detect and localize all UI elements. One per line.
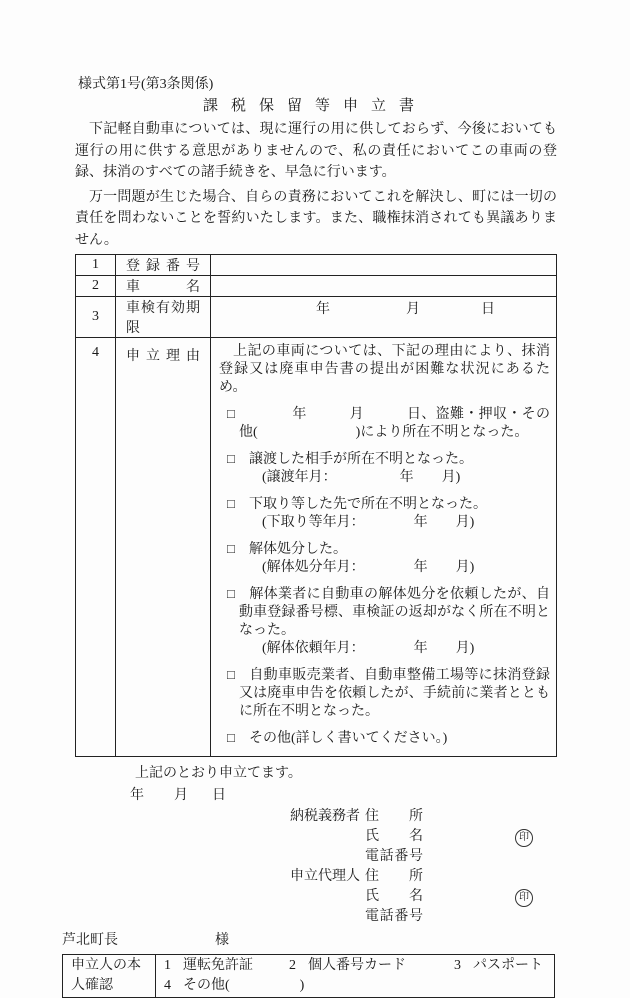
row-label: [116, 297, 211, 338]
identity-option-license: [164, 956, 289, 976]
checkbox-icon[interactable]: □: [227, 541, 235, 556]
reason-item-dealer-request: [219, 666, 550, 721]
inspection-expiry-field[interactable]: [211, 297, 557, 338]
identity-verification-table: [62, 954, 555, 998]
page-title: 課税保留等申立書: [202, 98, 427, 114]
identity-option-mynumber: [289, 956, 454, 976]
reason-item-text: 下取り等した先で所在不明となった。: [249, 497, 487, 512]
option-number: 1: [164, 958, 171, 973]
form-number: 様式第1号(第3条関係): [78, 77, 214, 92]
checkbox-icon[interactable]: □: [227, 667, 235, 682]
reason-item-text: 譲渡した相手が所在不明となった。: [249, 452, 473, 467]
day-label: 日: [481, 302, 495, 317]
identity-table-header: 申立人の本人確認: [63, 955, 156, 998]
day-label: 日: [212, 788, 226, 803]
identity-option-passport: [454, 956, 543, 976]
reason-item-subline: (解体依頼年月： 年 月): [262, 641, 475, 656]
checkbox-icon[interactable]: □: [227, 496, 235, 511]
option-label: その他( ): [183, 978, 305, 993]
table-row-reason: [76, 338, 557, 757]
date-line: [130, 786, 630, 806]
row-number: 1: [76, 255, 116, 276]
reason-item-trade-in: [219, 495, 550, 532]
row-label-text: 車名: [126, 280, 200, 295]
reason-item-text: 年 月 日、盗難・押収・その他( )により所在不明となった。: [239, 407, 550, 440]
reason-item-stolen: [219, 405, 550, 442]
signer-role: 納税義務者: [290, 809, 360, 824]
month-label: 月: [406, 302, 420, 317]
row-label-text: 登録番号: [126, 259, 200, 274]
signature-row-address: [290, 867, 630, 887]
row-label: [116, 255, 211, 276]
reason-intro: 上記の車両については、下記の理由により、抹消登録又は廃車申告書の提出が困難な状況にあるため。: [219, 344, 550, 395]
reason-item-subline: (下取り等年月： 年 月): [262, 515, 475, 530]
identity-options-line2: [164, 976, 546, 996]
reason-item-text: その他(詳しく書いてください。): [249, 731, 448, 746]
registration-number-field[interactable]: [211, 255, 557, 276]
option-number: 3: [454, 958, 461, 973]
row-label-text: 車検有効期限: [126, 301, 200, 336]
checkbox-icon[interactable]: □: [227, 586, 235, 601]
checkbox-icon[interactable]: □: [227, 451, 235, 466]
vehicle-name-field[interactable]: [211, 276, 557, 297]
seal-icon: 印: [515, 889, 533, 907]
row-label: [116, 276, 211, 297]
reason-item-subline: (譲渡年月： 年 月): [262, 470, 461, 485]
field-label-phone: 電話番号: [365, 909, 423, 924]
option-label: 運転免許証: [183, 958, 253, 973]
reason-cell: [211, 338, 557, 757]
field-label-phone: 電話番号: [365, 849, 423, 864]
year-label: 年: [130, 788, 144, 803]
identity-options-cell: [156, 955, 555, 998]
reason-item-dismantler-request: [219, 585, 550, 658]
agent-signature: [290, 867, 630, 927]
addressee-honorific: 様: [215, 933, 229, 948]
signer-role: 申立代理人: [290, 869, 360, 884]
reason-item-other: [219, 729, 550, 748]
signature-row-phone: [290, 847, 630, 867]
table-row-inspection-expiry: [76, 297, 557, 338]
identity-options-line1: [164, 956, 546, 976]
checkbox-icon[interactable]: □: [227, 730, 235, 745]
signature-row-address: [290, 807, 630, 827]
year-label: 年: [316, 302, 330, 317]
reason-item-text: 解体業者に自動車の解体処分を依頼したが、自動車登録番号標、車検証の返却がなく所在不明となった。: [239, 587, 550, 638]
signature-block: [290, 807, 630, 927]
field-label-address: 住所: [365, 869, 423, 884]
reason-item-subline: (解体処分年月： 年 月): [262, 560, 475, 575]
option-label: パスポート: [473, 958, 543, 973]
reason-item-text: 自動車販売業者、自動車整備工場等に抹消登録又は廃車申告を依頼したが、手続前に業者とともに所在不明となった。: [239, 668, 550, 719]
row-label: [116, 338, 211, 757]
addressee-line: [62, 931, 630, 951]
addressee-name: 芦北町長: [62, 933, 118, 948]
seal-icon: 印: [515, 829, 533, 847]
reason-item-text: 解体処分した。: [249, 542, 347, 557]
reason-item-transferred: [219, 450, 550, 487]
row-number: 3: [76, 297, 116, 338]
declaration-text: 上記のとおり申立てます。: [135, 766, 302, 781]
table-row-vehicle-name: [76, 276, 557, 297]
identity-option-other: [164, 976, 304, 996]
option-number: 4: [164, 978, 171, 993]
field-label-name: 氏名: [365, 889, 423, 904]
taxpayer-signature: [290, 807, 630, 867]
row-number: 2: [76, 276, 116, 297]
month-label: 月: [174, 788, 188, 803]
option-label: 個人番号カード: [308, 958, 406, 973]
signature-row-name: [290, 887, 630, 907]
checkbox-icon[interactable]: □: [227, 406, 235, 421]
field-label-address: 住所: [365, 809, 423, 824]
row-number: 4: [76, 338, 116, 757]
option-number: 2: [289, 958, 296, 973]
intro-paragraph-2: 万一問題が生じた場合、自らの責務においてこれを解決し、町には一切の責任を問わないことを誓約いたします。また、職権抹消されても異議ありません。: [75, 189, 557, 248]
signature-row-name: [290, 827, 630, 847]
row-label-text: 申立理由: [126, 349, 200, 364]
field-label-name: 氏名: [365, 829, 423, 844]
reason-item-dismantled: [219, 540, 550, 577]
signature-row-phone: [290, 907, 630, 927]
table-row-registration-number: [76, 255, 557, 276]
application-table: [75, 254, 557, 757]
intro-paragraph-1: 下記軽自動車については、現に運行の用に供しておらず、今後においても運行の用に供する意思がありませんので、私の責任においてこの車両の登録、抹消のすべての諸手続きを、早急に行います。: [75, 122, 557, 180]
